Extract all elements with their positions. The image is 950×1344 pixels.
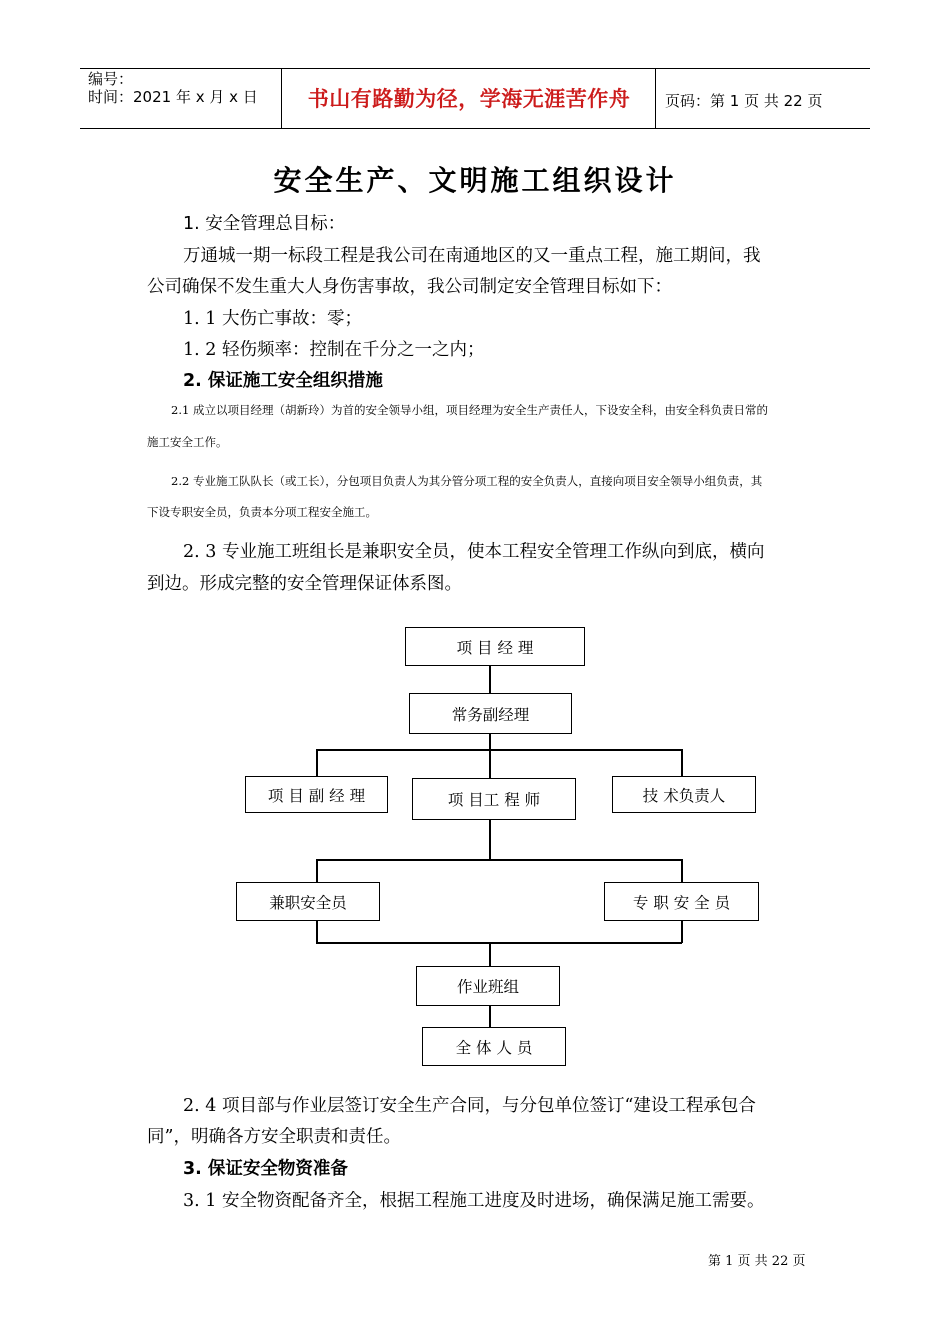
org-box-project-manager: 项 目 经 理 <box>405 627 585 666</box>
section-2-3-line1: 2. 3 专业施工班组长是兼职安全员，使本工程安全管理工作纵向到底，横向 <box>183 542 765 562</box>
section-2-4-line1: 2. 4 项目部与作业层签订安全生产合同，与分包单位签订“建设工程承包合 <box>183 1096 756 1116</box>
section-3-1: 3. 1 安全物资配备齐全，根据工程施工进度及时进场，确保满足施工需要。 <box>183 1191 765 1211</box>
connector <box>316 859 682 861</box>
section-1-heading: 1. 安全管理总目标： <box>183 214 346 234</box>
connector <box>489 942 491 966</box>
section-3-heading: 3. 保证安全物资准备 <box>183 1159 348 1179</box>
org-box-technical-lead: 技 术负责人 <box>612 776 756 813</box>
header-page-info: 页码：第 1 页 共 22 页 <box>665 92 823 110</box>
org-box-full-time-safety-officer: 专 职 安 全 员 <box>604 882 759 921</box>
header-date: 时间：2021 年 x 月 x 日 <box>88 88 258 106</box>
section-1-2: 1. 2 轻伤频率：控制在千分之一之内； <box>183 340 485 360</box>
section-2-2-line1: 2.2 专业施工队队长（或工长），分包项目负责人为其分管分项工程的安全负责人，直接向项目安全领导小组负责，其 <box>171 474 763 488</box>
connector <box>681 920 683 943</box>
section-2-1-line2: 施工安全工作。 <box>147 435 228 449</box>
section-2-2-line2: 下设专职安全员，负责本分项工程安全施工。 <box>147 505 377 519</box>
section-2-1-line1: 2.1 成立以项目经理（胡新玲）为首的安全领导小组，项目经理为安全生产责任人，下设安全科，由安全科负责日常的 <box>171 403 768 417</box>
footer-page-info: 第 1 页 共 22 页 <box>708 1254 806 1269</box>
org-box-project-engineer: 项 目工 程 师 <box>412 778 576 820</box>
section-2-heading: 2. 保证施工安全组织措施 <box>183 371 383 391</box>
serial-number-label: 编号： <box>88 70 134 88</box>
section-2-3-line2: 到边。形成完整的安全管理保证体系图。 <box>147 574 462 594</box>
section-2-4-line2: 同”，明确各方安全职责和责任。 <box>147 1127 401 1147</box>
connector <box>681 859 683 883</box>
org-box-executive-deputy: 常务副经理 <box>409 693 572 734</box>
connector <box>489 665 491 693</box>
header-motto: 书山有路勤为径，学海无涯苦作舟 <box>307 87 631 111</box>
connector <box>316 749 682 751</box>
section-1-intro-line1: 万通城一期一标段工程是我公司在南通地区的又一重点工程，施工期间，我 <box>183 246 761 266</box>
org-box-all-staff: 全 体 人 员 <box>422 1027 566 1066</box>
connector <box>489 819 491 860</box>
connector <box>316 859 318 883</box>
org-box-deputy-manager: 项 目 副 经 理 <box>245 776 388 813</box>
connector <box>316 942 682 944</box>
connector <box>316 920 318 943</box>
org-box-work-team: 作业班组 <box>416 966 560 1006</box>
connector <box>489 1005 491 1027</box>
org-box-part-time-safety-officer: 兼职安全员 <box>236 882 380 921</box>
connector <box>489 749 491 778</box>
section-1-1: 1. 1 大伤亡事故：零； <box>183 309 362 329</box>
connector <box>681 749 683 776</box>
section-1-intro-line2: 公司确保不发生重大人身伤害事故，我公司制定安全管理目标如下： <box>147 277 672 297</box>
connector <box>316 749 318 776</box>
document-title: 安全生产、文明施工组织设计 <box>273 164 677 197</box>
connector <box>489 733 491 749</box>
